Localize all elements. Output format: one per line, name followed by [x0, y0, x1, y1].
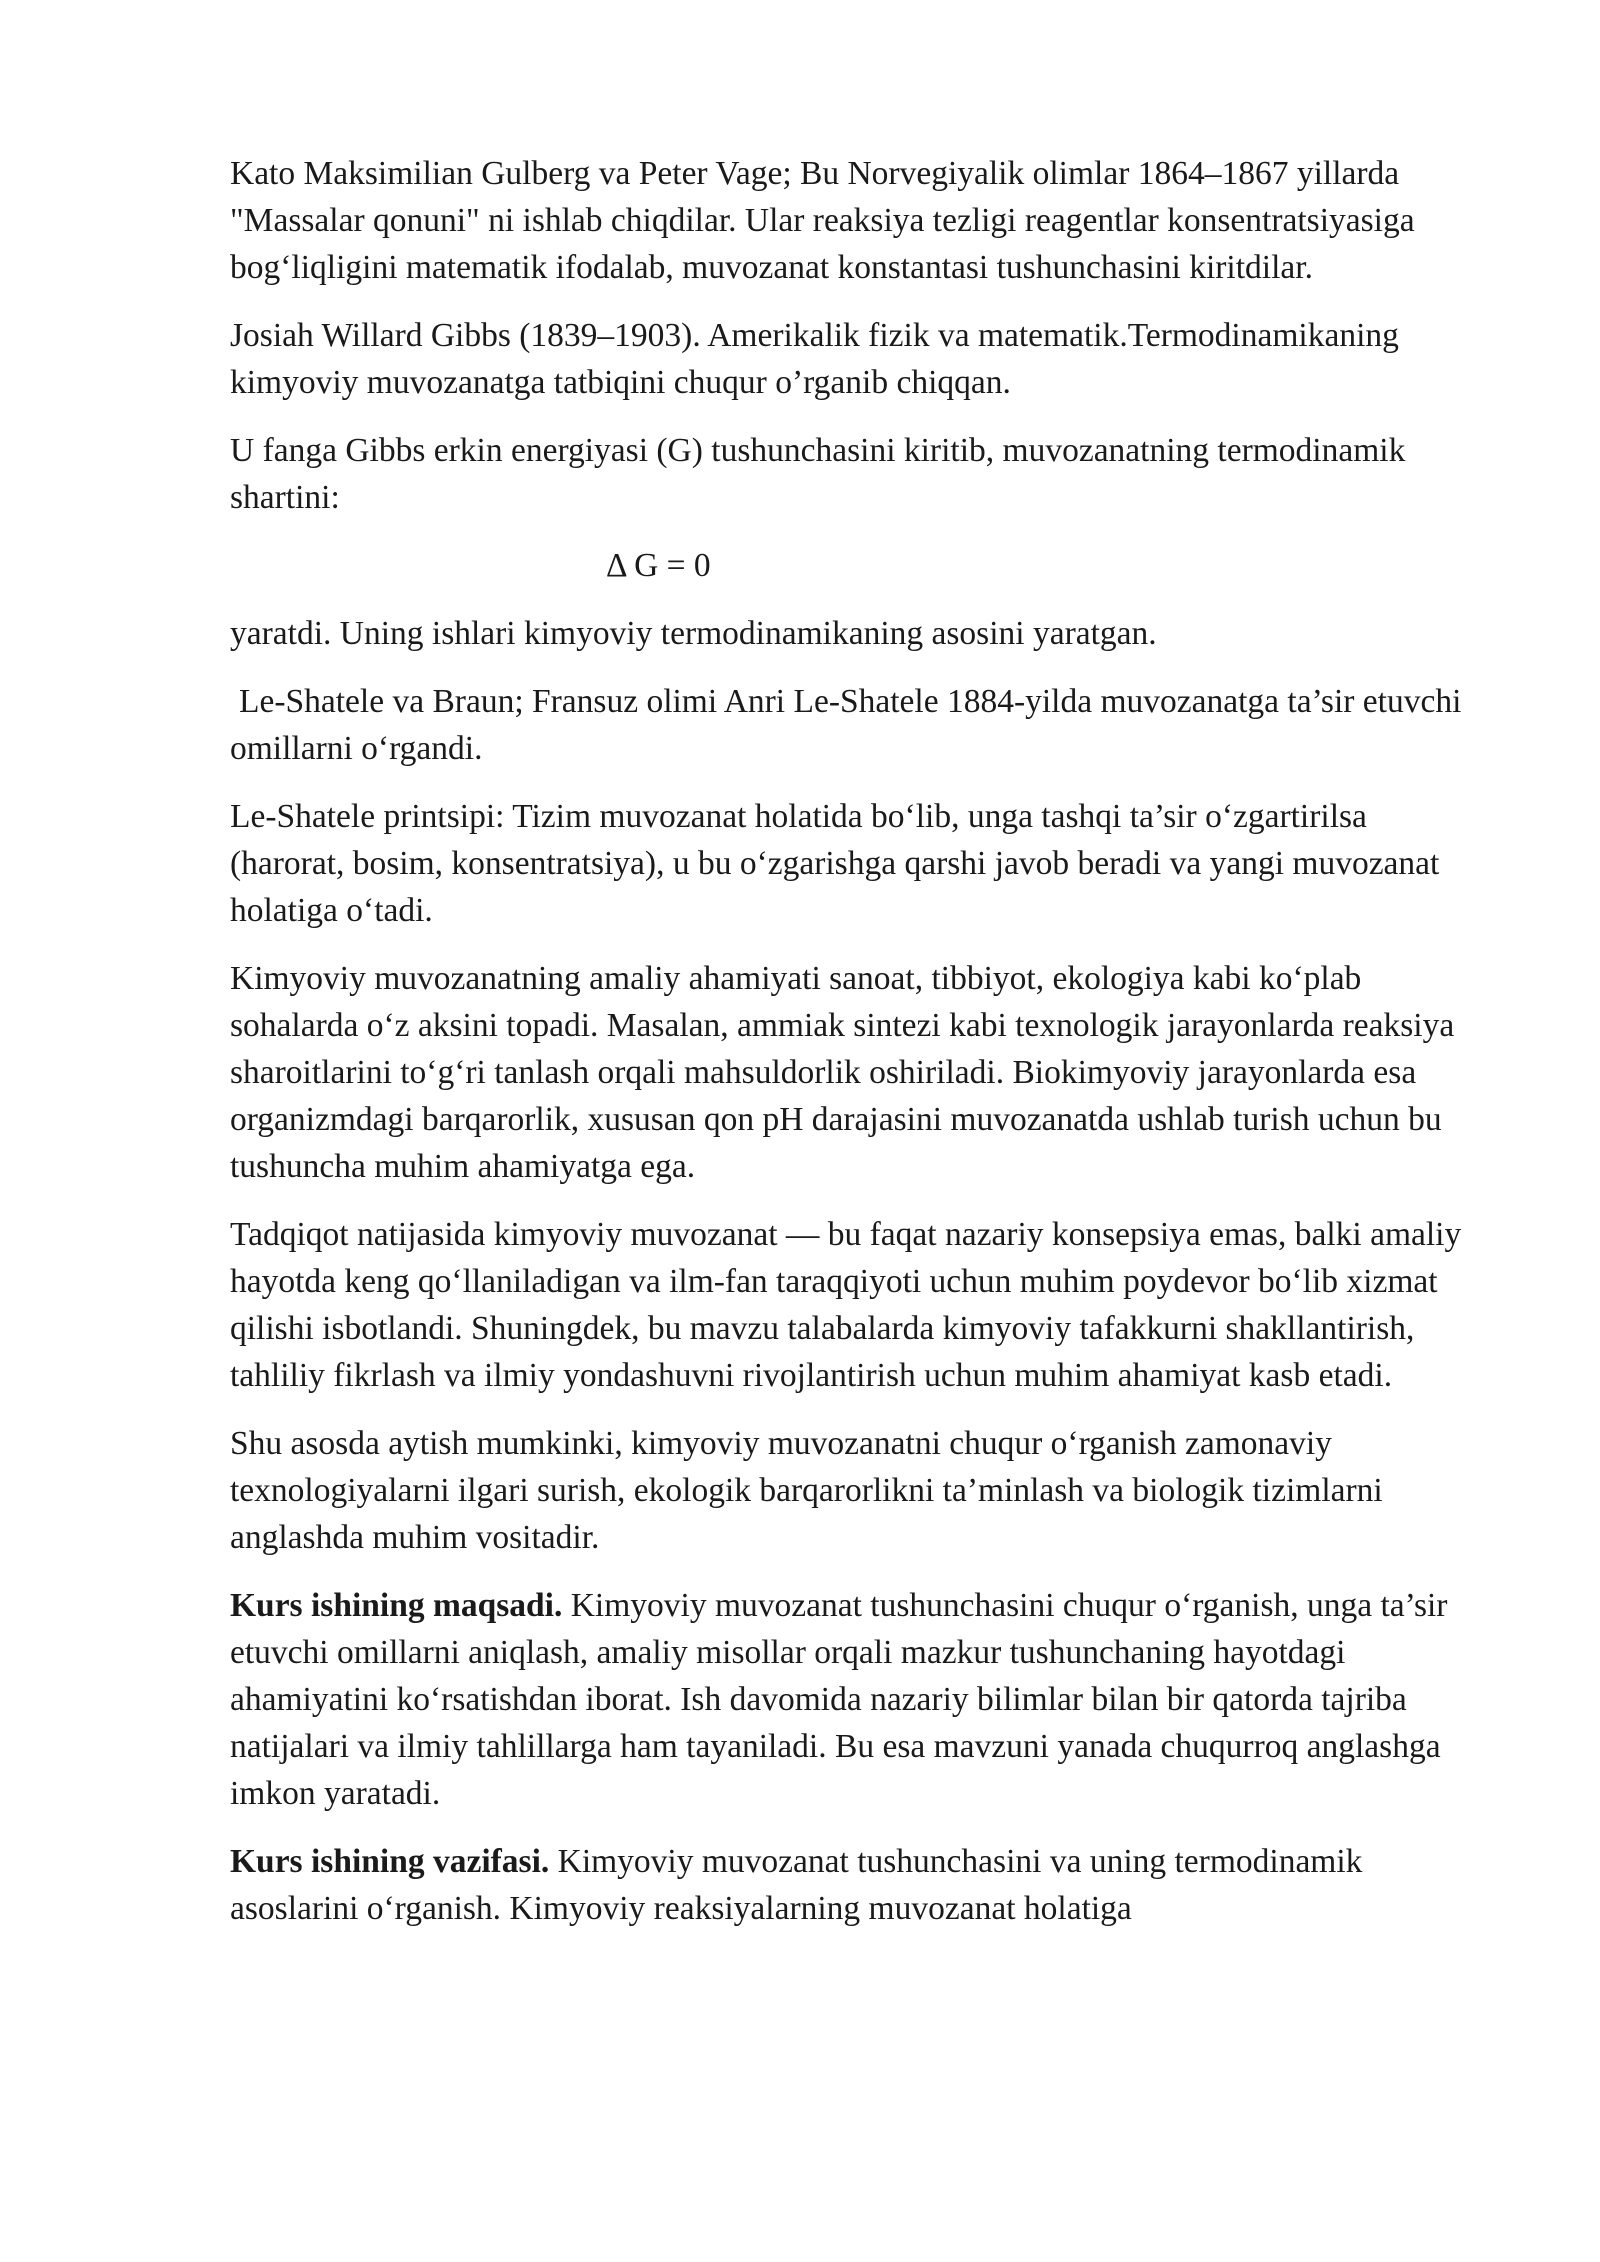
- paragraph-gibbs: Josiah Willard Gibbs (1839–1903). Amerikalik fizik va matematik.Termodinamikaning kimyoviy muvozanatga tatbiqini chuqur o’rganib chiqqan.: [230, 317, 1399, 401]
- paragraph-course-tasks: [230, 1838, 1480, 1932]
- course-goal-heading: Kurs ishining maqsadi.: [230, 1587, 563, 1624]
- paragraph-course-goal: [230, 1582, 1480, 1817]
- course-goal-text: Kimyoviy muvozanat tushunchasini chuqur o‘rganish, unga ta’sir etuvchi omillarni aniqlash, amaliy misollar orqali mazkur tushunchaning hayotdagi ahamiyatini ko‘rsatishdan iborat. Ish davomida nazariy bilimlar bilan bir qatorda tajriba natijalari va ilmiy tahlillarga ham tayaniladi. Bu esa mavzuni yanada chuqurroq anglashga imkon yaratadi.: [230, 1587, 1448, 1812]
- course-tasks-heading: Kurs ishining vazifasi.: [230, 1843, 550, 1880]
- paragraph-gibbs-legacy: yaratdi. Uning ishlari kimyoviy termodinamikaning asosini yaratgan.: [230, 615, 1157, 652]
- paragraph-gibbs-energy: U fanga Gibbs erkin energiyasi (G) tushunchasini kiritib, muvozanatning termodinamik shartini:: [230, 432, 1406, 516]
- paragraph-gulberg-vage: Kato Maksimilian Gulberg va Peter Vage; Bu Norvegiyalik olimlar 1864–1867 yillarda "Massalar qonuni" ni ishlab chiqdilar. Ular reaksiya tezligi reagentlar konsentratsiyasiga bog‘liqligini matematik ifodalab, muvozanat konstantasi tushunchasini kiritdilar.: [230, 155, 1415, 286]
- paragraph-research-results: Tadqiqot natijasida kimyoviy muvozanat — bu faqat nazariy konsepsiya emas, balki amaliy hayotda keng qo‘llaniladigan va ilm-fan taraqqiyoti uchun muhim poydevor bo‘lib xizmat qilishi isbotlandi. Shuningdek, bu mavzu talabalarda kimyoviy tafakkurni shakllantirish, tahliliy fikrlash va ilmiy yondashuvni rivojlantirish uchun muhim ahamiyat kasb etadi.: [230, 1216, 1462, 1394]
- course-tasks-text: Kimyoviy muvozanat tushunchasini va uning termodinamik asoslarini o‘rganish. Kimyoviy reaksiyalarning muvozanat holatiga: [230, 1843, 1363, 1927]
- paragraph-le-chatelier-braun: Le-Shatele va Braun; Fransuz olimi Anri Le-Shatele 1884-yilda muvozanatga ta’sir etuvchi omillarni o‘rgandi.: [230, 683, 1462, 767]
- document-body: [230, 150, 1480, 1953]
- paragraph-conclusion: Shu asosda aytish mumkinki, kimyoviy muvozanatni chuqur o‘rganish zamonaviy texnologiyalarni ilgari surish, ekologik barqarorlikni ta’minlash va biologik tizimlarni anglashda muhim vositadir.: [230, 1425, 1383, 1556]
- paragraph-le-chatelier-principle: Le-Shatele printsipi: Tizim muvozanat holatida bo‘lib, unga tashqi ta’sir o‘zgartirilsa (harorat, bosim, konsentratsiya), u bu o‘zgarishga qarshi javob beradi va yangi muvozanat holatiga o‘tadi.: [230, 798, 1440, 929]
- paragraph-practical-significance: Kimyoviy muvozanatning amaliy ahamiyati sanoat, tibbiyot, ekologiya kabi ko‘plab sohalarda o‘z aksini topadi. Masalan, ammiak sintezi kabi texnologik jarayonlarda reaksiya sharoitlarini to‘g‘ri tanlash orqali mahsuldorlik oshiriladi. Biokimyoviy jarayonlarda esa organizmdagi barqarorlik, xususan qon pH darajasini muvozanatda ushlab turish uchun bu tushuncha muhim ahamiyatga ega.: [230, 960, 1455, 1185]
- formula-delta-g: Δ G = 0: [606, 547, 711, 584]
